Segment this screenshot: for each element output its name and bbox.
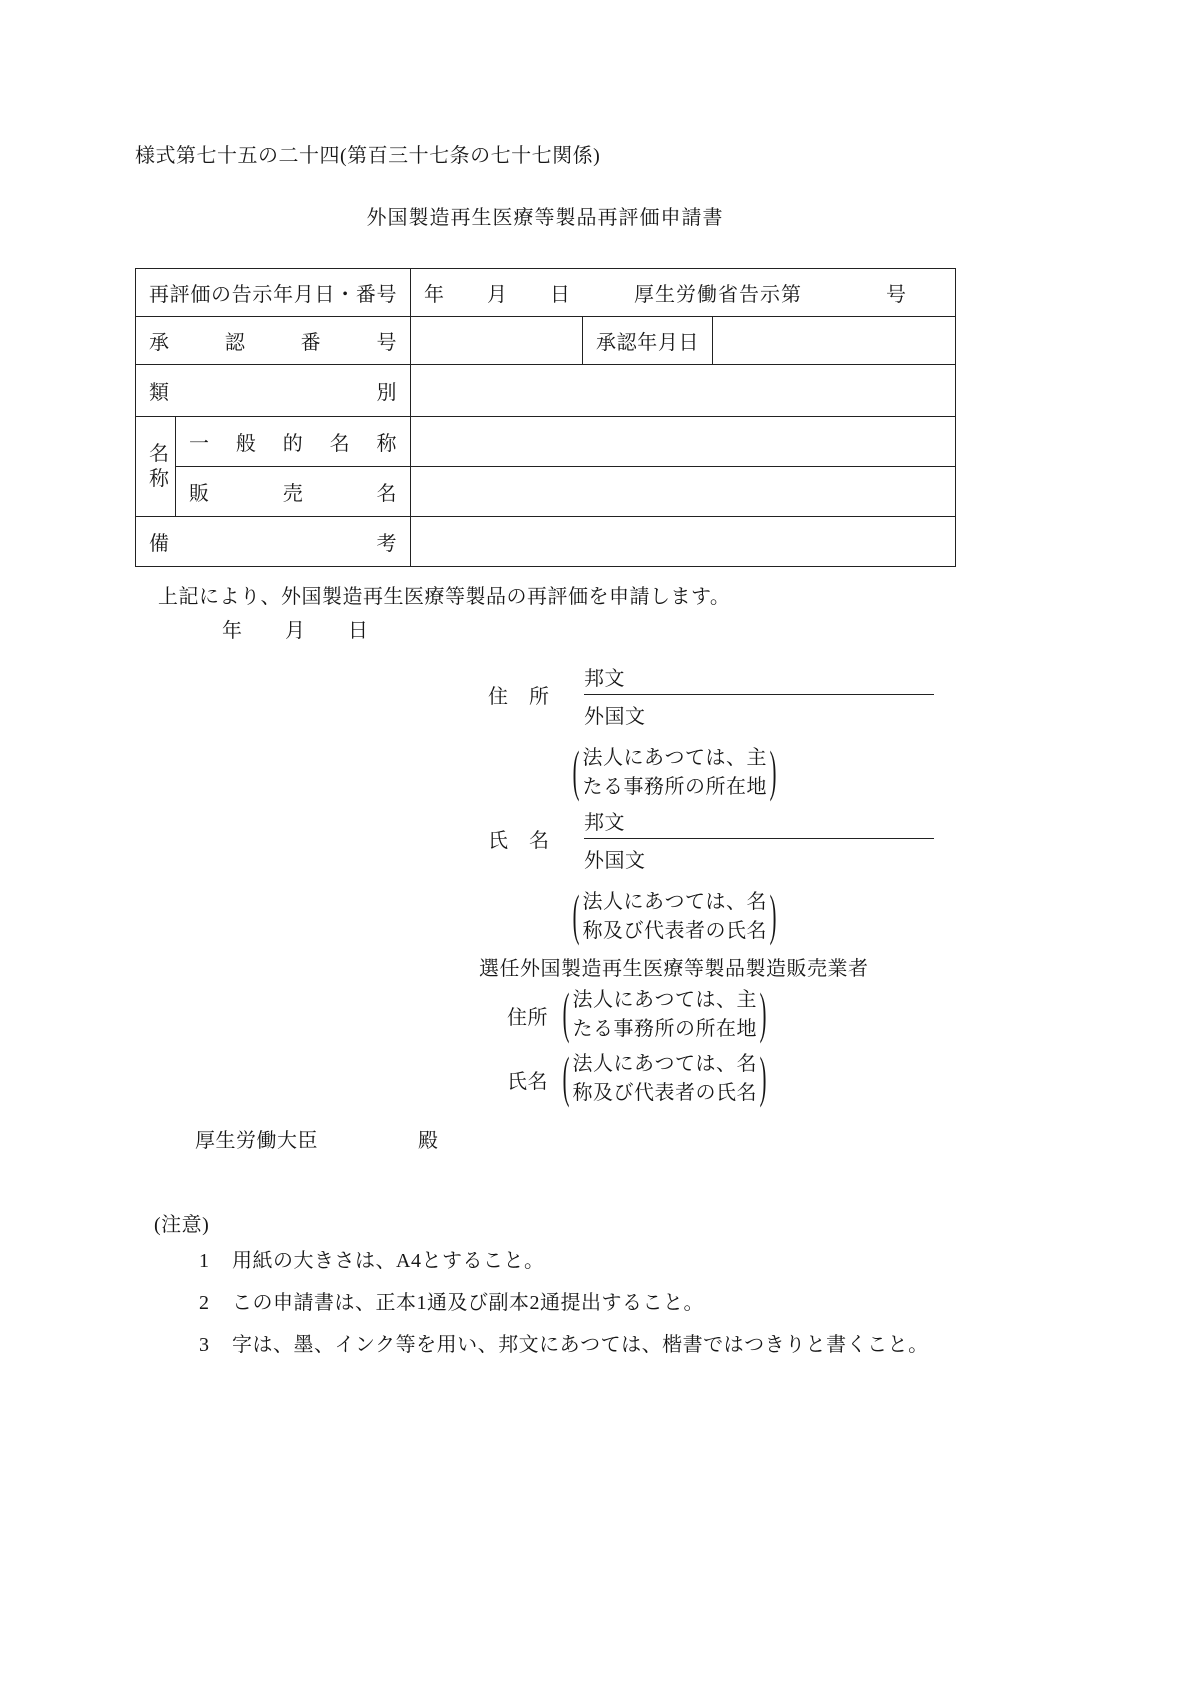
remarks-label-cell: 備 考 bbox=[136, 517, 411, 567]
address-corporate-note bbox=[570, 744, 934, 802]
note-number: 3 bbox=[199, 1334, 210, 1356]
generic-name-value-cell bbox=[411, 417, 956, 467]
dono-label: 殿 bbox=[418, 1130, 439, 1152]
notes-list bbox=[199, 1250, 929, 1376]
note-line-2: たる事務所の所在地 bbox=[572, 1018, 757, 1040]
address-label: 住 所 bbox=[488, 686, 550, 708]
notice-value-cell: 年 月 日 厚生労働省告示第 号 bbox=[411, 269, 956, 317]
note-line-1: 法人にあつては、名 bbox=[582, 891, 767, 913]
approval-date-value-cell bbox=[713, 317, 956, 365]
brand-name-value-cell bbox=[411, 467, 956, 517]
agent-address-note bbox=[573, 986, 758, 1044]
table-row-approval bbox=[136, 317, 956, 365]
note-line-1: 法人にあつては、主 bbox=[572, 989, 757, 1011]
application-sentence: 上記により、外国製造再生医療等製品の再評価を申請します。 bbox=[158, 586, 731, 608]
note-text bbox=[583, 744, 768, 802]
address-japanese-line bbox=[584, 658, 934, 695]
note-line-2: 称及び代表者の氏名 bbox=[582, 920, 767, 942]
note-line-2: たる事務所の所在地 bbox=[582, 776, 767, 798]
agent-address-row bbox=[507, 986, 770, 1044]
japanese-label: 邦文 bbox=[584, 668, 625, 690]
approval-number-label-cell: 承 認 番 号 bbox=[136, 317, 411, 365]
table-row-class bbox=[136, 365, 956, 417]
generic-name-label-cell: 一 般 的 名 称 bbox=[176, 417, 411, 467]
table-row-brand-name bbox=[136, 467, 956, 517]
note-item bbox=[199, 1250, 929, 1272]
note-text bbox=[583, 888, 768, 946]
note-text: 用紙の大きさは、A4とすること。 bbox=[232, 1250, 545, 1272]
name-foreign-line bbox=[584, 839, 934, 876]
approval-number-value-cell bbox=[411, 317, 583, 365]
note-number: 2 bbox=[199, 1292, 210, 1314]
note-line-2: 称及び代表者の氏名 bbox=[572, 1082, 757, 1104]
open-paren: ( bbox=[572, 742, 580, 804]
japanese-label: 邦文 bbox=[584, 812, 625, 834]
date-line: 年 月 日 bbox=[222, 620, 369, 642]
class-label-cell: 類 別 bbox=[136, 365, 411, 417]
open-paren: ( bbox=[562, 984, 570, 1046]
note-item bbox=[199, 1334, 929, 1356]
note-line-1: 法人にあつては、主 bbox=[582, 747, 767, 769]
open-paren: ( bbox=[562, 1048, 570, 1110]
table-row-remarks bbox=[136, 517, 956, 567]
remarks-value-cell bbox=[411, 517, 956, 567]
form-number: 様式第七十五の二十四(第百三十七条の七十七関係) bbox=[135, 145, 601, 167]
name-corporate-note bbox=[570, 888, 934, 946]
agent-name-label: 氏名 bbox=[507, 1070, 548, 1093]
note-item bbox=[199, 1292, 929, 1314]
name-group-label-cell: 名称 bbox=[136, 417, 176, 517]
foreign-label: 外国文 bbox=[584, 850, 646, 872]
table-row-notice bbox=[136, 269, 956, 317]
close-paren: ) bbox=[769, 886, 777, 948]
name-japanese-line bbox=[584, 802, 934, 839]
approval-date-label-cell: 承認年月日 bbox=[583, 317, 713, 365]
agent-name-row bbox=[507, 1050, 770, 1108]
open-paren: ( bbox=[572, 886, 580, 948]
applicant-name-block bbox=[488, 802, 934, 946]
table-row-generic-name bbox=[136, 417, 956, 467]
application-table bbox=[135, 268, 956, 567]
close-paren: ) bbox=[769, 742, 777, 804]
note-number: 1 bbox=[199, 1250, 210, 1272]
notes-heading: (注意) bbox=[154, 1214, 210, 1236]
agent-address-label: 住所 bbox=[507, 1006, 548, 1029]
note-text: 字は、墨、インク等を用い、邦文にあつては、楷書ではつきりと書くこと。 bbox=[232, 1334, 929, 1356]
agent-heading: 選任外国製造再生医療等製品製造販売業者 bbox=[479, 958, 869, 980]
minister-label: 厚生労働大臣 bbox=[195, 1130, 318, 1152]
applicant-address-block bbox=[488, 658, 934, 802]
class-value-cell bbox=[411, 365, 956, 417]
address-foreign-line bbox=[584, 695, 934, 732]
agent-name-note bbox=[573, 1050, 758, 1108]
notice-label-cell: 再評価の告示年月日・番号 bbox=[136, 269, 411, 317]
foreign-label: 外国文 bbox=[584, 706, 646, 728]
brand-name-label-cell: 販 売 名 bbox=[176, 467, 411, 517]
note-line-1: 法人にあつては、名 bbox=[572, 1053, 757, 1075]
page-title: 外国製造再生医療等製品再評価申請書 bbox=[366, 207, 724, 229]
minister-line bbox=[195, 1124, 439, 1153]
name-label: 氏 名 bbox=[488, 830, 550, 852]
close-paren: ) bbox=[759, 984, 767, 1046]
note-text: この申請書は、正本1通及び副本2通提出すること。 bbox=[232, 1292, 704, 1314]
close-paren: ) bbox=[759, 1048, 767, 1110]
